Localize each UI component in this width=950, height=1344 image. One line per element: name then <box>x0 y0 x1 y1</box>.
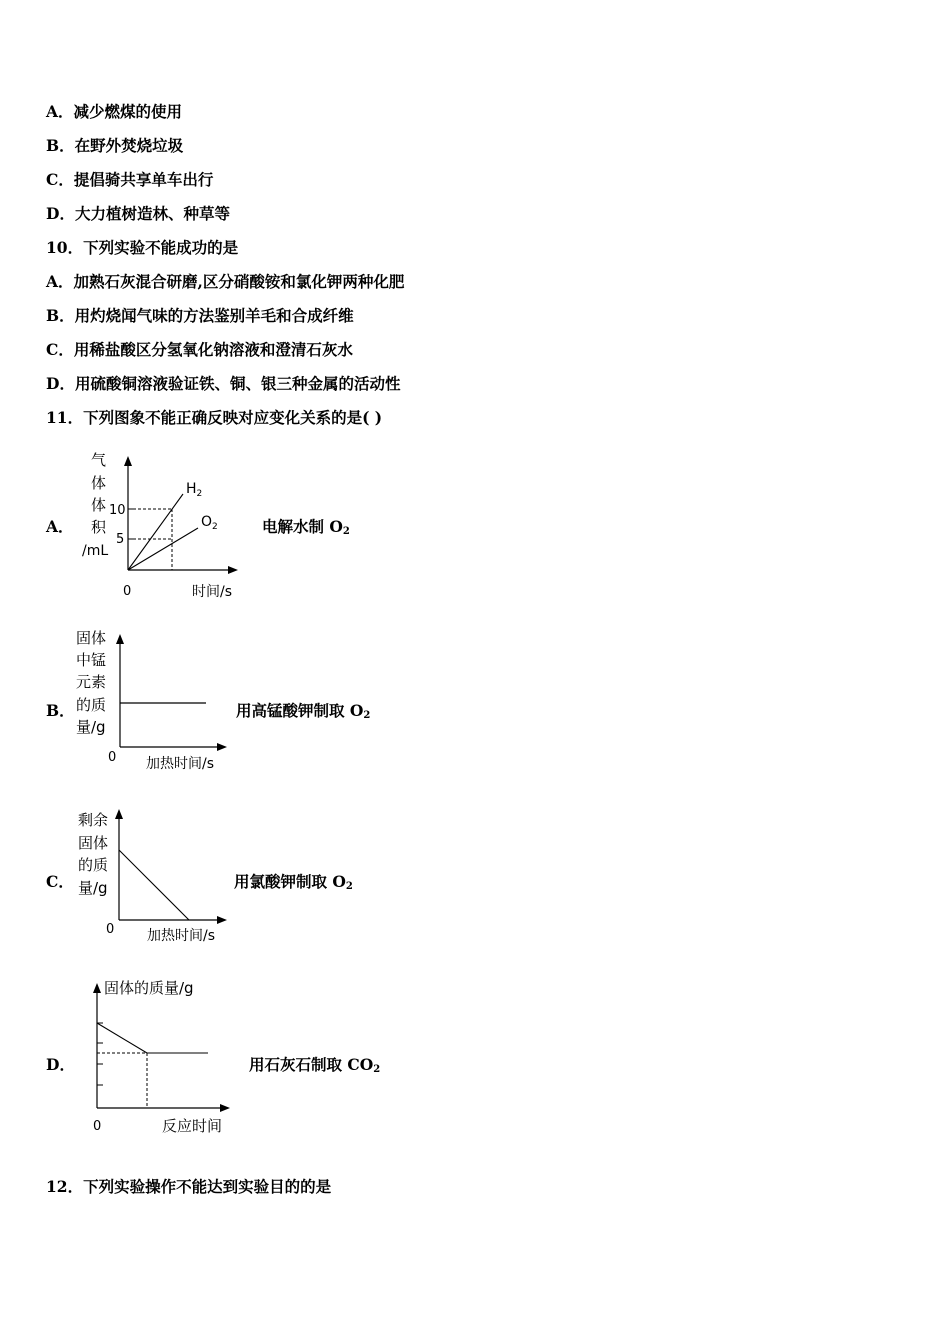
a-ylabel-4: 积 <box>91 518 107 536</box>
a-ylabel-1: 气 <box>91 451 107 469</box>
q11-option-a-graph <box>76 448 276 608</box>
q12-stem: 12．下列实验操作不能达到实验目的的是 <box>46 1177 332 1196</box>
c-xlabel: 加热时间/s <box>147 928 216 944</box>
b-y-arrow <box>116 634 124 644</box>
a-tick-label-5: 5 <box>116 532 125 547</box>
b-ylabel-3: 元素 <box>76 673 107 691</box>
b-origin: 0 <box>108 750 117 765</box>
d-line-decline <box>97 1023 147 1053</box>
c-line <box>119 850 189 920</box>
q9-option-b: B．在野外焚烧垃圾 <box>46 136 184 155</box>
q11-option-b-graph <box>70 625 270 775</box>
a-y-arrow <box>124 456 132 466</box>
a-ylabel-2: 体 <box>91 474 107 492</box>
a-line-o2 <box>128 528 198 570</box>
q9-option-d: D．大力植树造林、种草等 <box>46 204 230 223</box>
q11-stem: 11．下列图象不能正确反映对应变化关系的是( ) <box>46 408 383 427</box>
c-origin: 0 <box>106 922 115 937</box>
q11-option-d-letter: D． <box>46 1055 75 1074</box>
q11-option-c-letter: C． <box>46 872 74 891</box>
b-ylabel-5: 量/g <box>76 718 106 736</box>
q10-option-b: B．用灼烧闻气味的方法鉴别羊毛和合成纤维 <box>46 306 354 325</box>
q10-option-d: D．用硫酸铜溶液验证铁、铜、银三种金属的活动性 <box>46 374 401 393</box>
c-y-arrow <box>115 809 123 819</box>
q11-option-a-caption: 电解水制 $O_2$ <box>262 517 350 537</box>
a-origin: 0 <box>123 584 132 599</box>
a-label-h2: $H_2$ <box>186 481 203 499</box>
q10-option-c: C．用稀盐酸区分氢氧化钠溶液和澄清石灰水 <box>46 340 353 359</box>
q10-option-a: A．加熟石灰混合研磨,区分硝酸铵和氯化钾两种化肥 <box>46 272 405 291</box>
q11-option-c-caption: 用氯酸钾制取 $O_2$ <box>234 872 353 892</box>
q9-option-a: A．减少燃煤的使用 <box>46 102 183 121</box>
q11-option-b-caption: 用高锰酸钾制取 $O_2$ <box>236 701 371 721</box>
q11-option-d-caption: 用石灰石制取 $CO_2$ <box>249 1055 381 1075</box>
b-xlabel: 加热时间/s <box>146 756 215 772</box>
d-x-arrow <box>220 1104 230 1112</box>
d-origin: 0 <box>93 1119 102 1134</box>
c-ylabel-3: 的质 <box>78 856 109 874</box>
a-tick-label-10: 10 <box>109 503 126 518</box>
a-label-o2: $O_2$ <box>201 514 218 532</box>
c-ylabel-1: 剩余 <box>78 811 109 829</box>
d-y-arrow <box>93 983 101 993</box>
c-ylabel-4: 量/g <box>78 879 108 897</box>
d-xlabel: 反应时间 <box>162 1117 223 1135</box>
q9-option-c: C．提倡骑共享单车出行 <box>46 170 214 189</box>
a-line-h2 <box>128 494 183 570</box>
b-ylabel-4: 的质 <box>76 696 107 714</box>
b-x-arrow <box>217 743 227 751</box>
a-xlabel: 时间/s <box>192 584 233 600</box>
a-x-arrow <box>228 566 238 574</box>
q11-option-b-letter: B． <box>46 701 75 720</box>
c-x-arrow <box>217 916 227 924</box>
q11-option-a-letter: A． <box>46 517 74 536</box>
q10-stem: 10．下列实验不能成功的是 <box>46 238 239 257</box>
a-ylabel-5: /mL <box>82 543 109 559</box>
c-ylabel-2: 固体 <box>78 834 109 852</box>
b-ylabel-1: 固体 <box>76 629 107 647</box>
a-ylabel-3: 体 <box>91 496 107 514</box>
b-ylabel-2: 中锰 <box>76 651 107 669</box>
d-ylabel: 固体的质量/g <box>104 979 194 997</box>
